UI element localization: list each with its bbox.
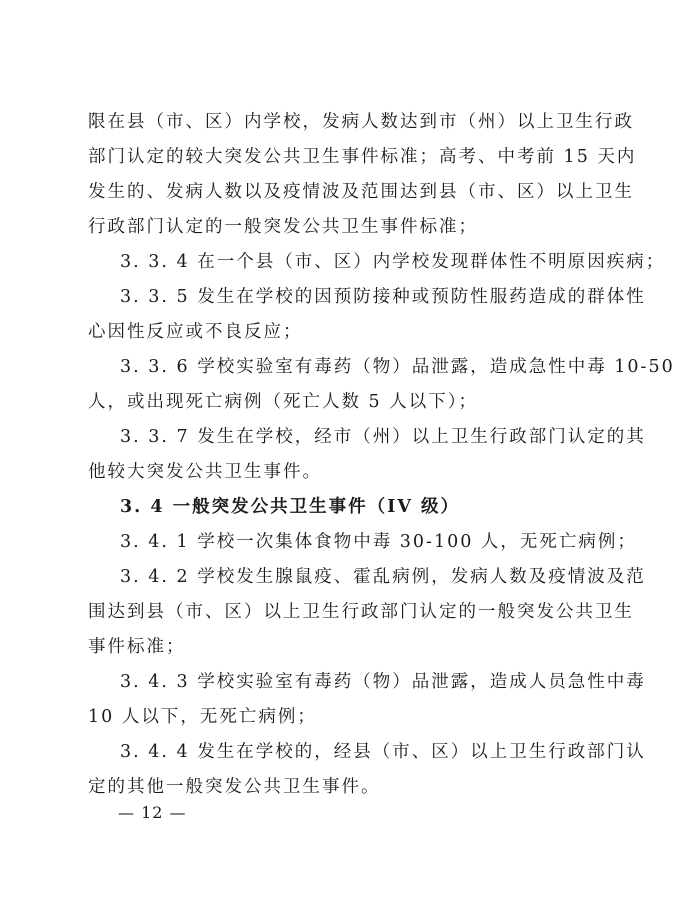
text-line: 事件标准； <box>88 637 186 657</box>
text-line: 发生的、发病人数以及疫情波及范围达到县（市、区）以上卫生 <box>88 182 634 202</box>
clause-3-3-5: 3. 3. 5 发生在学校的因预防接种或预防性服药造成的群体性 <box>120 287 646 307</box>
text-line: 部门认定的较大突发公共卫生事件标准；高考、中考前 15 天内 <box>88 147 637 167</box>
clause-3-4-2: 3. 4. 2 学校发生腺鼠疫、霍乱病例，发病人数及疫情波及范 <box>120 567 646 587</box>
text-line: 定的其他一般突发公共卫生事件。 <box>88 777 381 797</box>
text-line: 10 人以下，无死亡病例； <box>88 707 317 727</box>
text-line: 人，或出现死亡病例（死亡人数 5 人以下）； <box>88 392 479 412</box>
clause-3-4-3: 3. 4. 3 学校实验室有毒药（物）品泄露，造成人员急性中毒 <box>120 672 646 692</box>
clause-3-4-1: 3. 4. 1 学校一次集体食物中毒 30-100 人，无死亡病例； <box>120 532 637 552</box>
clause-3-4-4: 3. 4. 4 发生在学校的，经县（市、区）以上卫生行政部门认 <box>120 742 646 762</box>
text-line: 行政部门认定的一般突发公共卫生事件标准； <box>88 217 478 237</box>
section-heading-3-4: 3. 4 一般突发公共卫生事件（IV 级） <box>120 497 460 517</box>
text-line: 围达到县（市、区）以上卫生行政部门认定的一般突发公共卫生 <box>88 602 634 622</box>
clause-3-3-4: 3. 3. 4 在一个县（市、区）内学校发现群体性不明原因疾病； <box>120 252 666 272</box>
text-line: 他较大突发公共卫生事件。 <box>88 462 322 482</box>
clause-3-3-6: 3. 3. 6 学校实验室有毒药（物）品泄露，造成急性中毒 10-50 <box>120 357 675 377</box>
clause-3-3-7: 3. 3. 7 发生在学校，经市（州）以上卫生行政部门认定的其 <box>120 427 646 447</box>
page-number: — 12 — <box>118 803 187 822</box>
text-line: 限在县（市、区）内学校，发病人数达到市（州）以上卫生行政 <box>88 112 634 132</box>
text-line: 心因性反应或不良反应； <box>88 322 303 342</box>
